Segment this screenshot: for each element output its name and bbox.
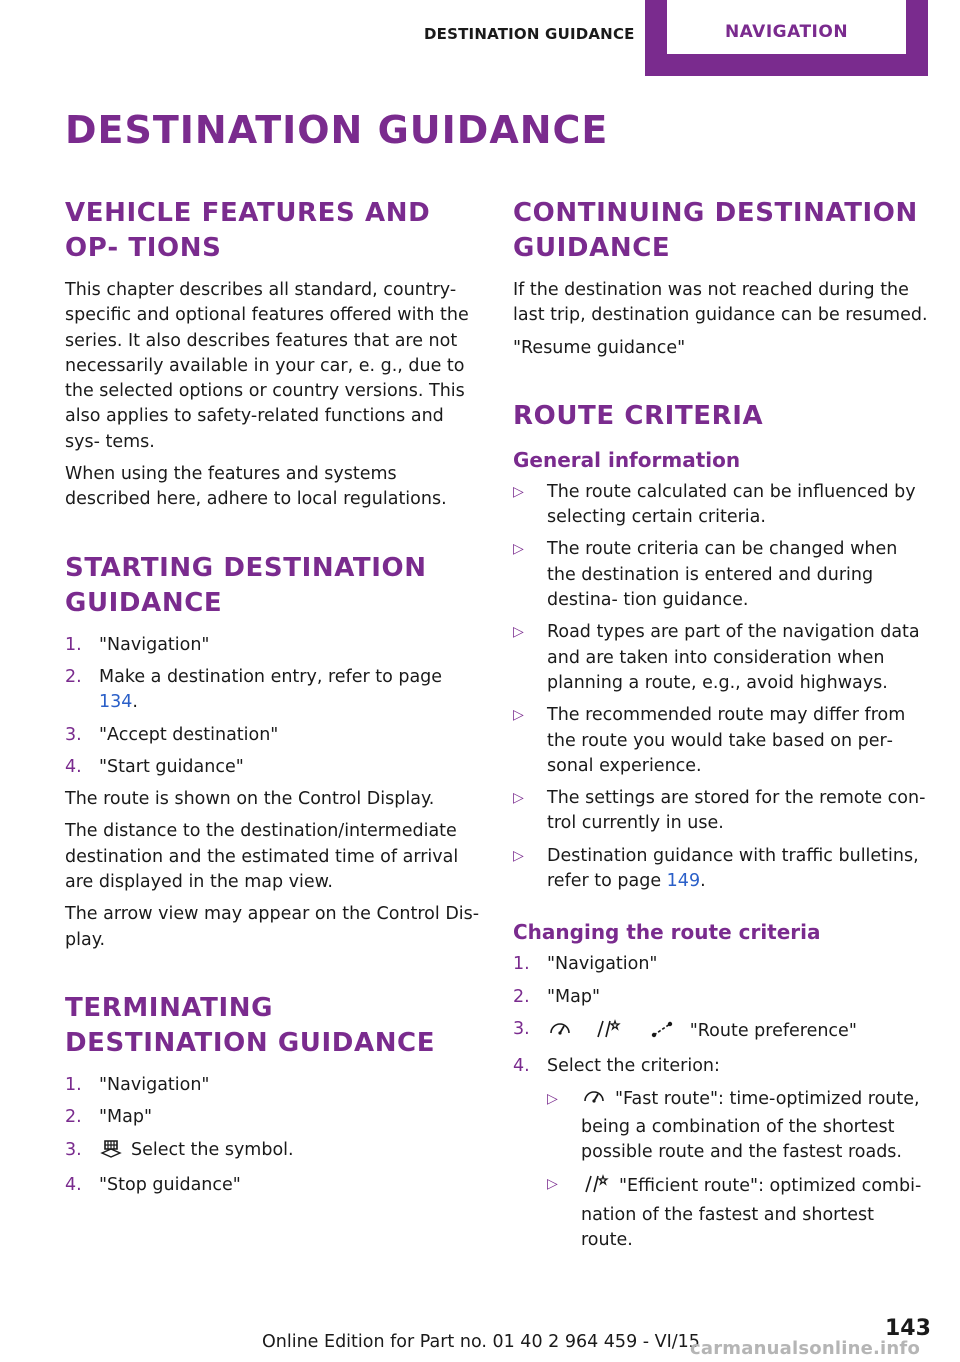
list-item bbox=[513, 952, 928, 977]
destination-flag-icon bbox=[99, 1138, 123, 1166]
bullet-text: The route criteria can be changed when the destination is entered and during destina‐ tion guidance. bbox=[547, 539, 898, 611]
bullet-text: The recommended route may differ from the route you would take based on per‐ sonal experience. bbox=[547, 705, 906, 776]
step-number: 1. bbox=[65, 1074, 82, 1095]
page-link[interactable]: 149 bbox=[666, 871, 701, 892]
subsection-heading: General information bbox=[513, 447, 741, 472]
list-item bbox=[513, 1017, 928, 1047]
list-item bbox=[65, 755, 480, 780]
section-heading: STARTING DESTINATION GUIDANCE bbox=[65, 552, 427, 618]
step-text: Select the criterion: bbox=[547, 1056, 720, 1077]
step-number: 3. bbox=[65, 1139, 82, 1160]
list-item bbox=[513, 620, 928, 696]
step-text: "Map" bbox=[547, 986, 601, 1007]
bullet-list bbox=[513, 480, 928, 894]
section-starting-guidance bbox=[65, 551, 480, 953]
steps-list bbox=[65, 633, 480, 780]
steps-list bbox=[513, 952, 928, 1253]
criteria-list bbox=[547, 1087, 928, 1254]
step-text: "Navigation" bbox=[99, 634, 210, 655]
list-item bbox=[65, 633, 480, 658]
step-text: "Navigation" bbox=[547, 954, 658, 975]
list-item bbox=[65, 1073, 480, 1098]
section-heading: VEHICLE FEATURES AND OP‐ TIONS bbox=[65, 198, 431, 263]
bullet-text: Road types are part of the navigation data and are taken into consideration when planning a route, e.g., avoid highways. bbox=[547, 622, 920, 693]
subsection-heading: Changing the route criteria bbox=[513, 920, 821, 945]
bullet-text-end: . bbox=[700, 871, 706, 892]
step-number: 2. bbox=[65, 1107, 82, 1128]
list-item bbox=[65, 1105, 480, 1130]
section-heading: TERMINATING DESTINATION GUIDANCE bbox=[65, 992, 436, 1058]
running-header-section: DESTINATION GUIDANCE bbox=[424, 25, 635, 43]
criterion-text: "Fast route": time-optimized route, being a combination of the shortest possible route and the fastest roads. bbox=[581, 1088, 920, 1163]
criterion-text: "Efficient route": optimized combi‐ nation of the fastest and shortest route. bbox=[581, 1176, 922, 1251]
page-number: 143 bbox=[885, 1316, 931, 1341]
step-text: "Stop guidance" bbox=[99, 1174, 241, 1195]
chapter-title: DESTINATION GUIDANCE bbox=[65, 108, 609, 152]
step-number: 1. bbox=[65, 634, 82, 655]
list-item bbox=[65, 665, 480, 716]
bullet-marker: ▷ bbox=[547, 1176, 558, 1193]
bullet-text: The route calculated can be influenced by selecting certain criteria. bbox=[547, 481, 916, 528]
list-item bbox=[65, 1138, 480, 1166]
page-link[interactable]: 134 bbox=[99, 692, 133, 713]
bullet-marker: ▷ bbox=[513, 483, 524, 500]
fast-route-icon bbox=[547, 1019, 573, 1047]
step-text-end: . bbox=[132, 692, 138, 713]
paragraph: When using the features and systems described here, adhere to local regulations. bbox=[65, 464, 447, 510]
bullet-marker: ▷ bbox=[513, 541, 524, 558]
steps-list bbox=[65, 1073, 480, 1198]
bullet-text: Destination guidance with traffic bulletins, refer to page bbox=[547, 845, 919, 892]
footer-edition: Online Edition for Part no. 01 40 2 964 459 - VI/15 bbox=[262, 1332, 700, 1352]
list-item bbox=[513, 786, 928, 837]
efficient-route-icon bbox=[581, 1172, 611, 1202]
step-number: 1. bbox=[513, 954, 530, 975]
step-number: 4. bbox=[65, 1174, 82, 1195]
section-route-criteria bbox=[513, 399, 928, 1253]
right-column bbox=[513, 196, 928, 1260]
list-item bbox=[513, 1054, 928, 1253]
section-continuing-guidance bbox=[513, 196, 928, 361]
short-route-icon bbox=[650, 1019, 676, 1047]
list-item bbox=[65, 1173, 480, 1198]
chapter-tab bbox=[645, 0, 928, 76]
paragraph: The arrow view may appear on the Control Dis‐ play. bbox=[65, 904, 480, 950]
fast-route-icon bbox=[581, 1087, 607, 1115]
watermark: carmanualsonline.info bbox=[690, 1338, 921, 1359]
list-item bbox=[65, 723, 480, 748]
step-number: 2. bbox=[65, 666, 82, 687]
list-item bbox=[513, 985, 928, 1010]
list-item bbox=[547, 1087, 928, 1166]
bullet-text: The settings are stored for the remote con‐ trol currently in use. bbox=[547, 788, 926, 834]
step-number: 2. bbox=[513, 986, 530, 1007]
step-number: 4. bbox=[513, 1056, 530, 1077]
list-item bbox=[513, 844, 928, 895]
left-column bbox=[65, 196, 480, 1205]
bullet-marker: ▷ bbox=[547, 1090, 558, 1107]
bullet-marker: ▷ bbox=[513, 624, 524, 641]
paragraph: The distance to the destination/intermediate destination and the estimated time of arrival are displayed in the map view. bbox=[65, 821, 459, 893]
bullet-marker: ▷ bbox=[513, 847, 524, 864]
paragraph: If the destination was not reached during the last trip, destination guidance can be resumed. bbox=[513, 280, 928, 326]
step-text: Select the symbol. bbox=[131, 1139, 294, 1160]
step-text: "Route preference" bbox=[689, 1020, 857, 1041]
section-terminating-guidance bbox=[65, 991, 480, 1198]
step-number: 3. bbox=[513, 1018, 530, 1039]
paragraph: "Resume guidance" bbox=[513, 337, 686, 358]
step-text: "Accept destination" bbox=[99, 724, 279, 745]
paragraph: This chapter describes all standard, country-specific and optional features offered with the series. It also describes features that are not necessarily available in your car, e. g., due to the selected options or country versions. This also applies to safety-related functions and sys‐ tems. bbox=[65, 280, 469, 452]
step-number: 3. bbox=[65, 724, 82, 745]
list-item bbox=[547, 1172, 928, 1253]
step-text: "Navigation" bbox=[99, 1074, 210, 1095]
step-text: "Map" bbox=[99, 1107, 153, 1128]
step-number: 4. bbox=[65, 756, 82, 777]
section-heading: ROUTE CRITERIA bbox=[513, 400, 764, 431]
section-heading: CONTINUING DESTINATION GUIDANCE bbox=[513, 198, 918, 263]
chapter-tab-label: NAVIGATION bbox=[667, 0, 906, 54]
list-item bbox=[513, 537, 928, 613]
step-text: "Start guidance" bbox=[99, 756, 244, 777]
efficient-route-icon bbox=[593, 1017, 623, 1047]
list-item bbox=[513, 703, 928, 779]
list-item bbox=[513, 480, 928, 531]
bullet-marker: ▷ bbox=[513, 707, 524, 724]
step-text: Make a destination entry, refer to page bbox=[99, 666, 443, 687]
bullet-marker: ▷ bbox=[513, 790, 524, 807]
section-vehicle-features bbox=[65, 196, 480, 513]
paragraph: The route is shown on the Control Display. bbox=[65, 789, 435, 810]
